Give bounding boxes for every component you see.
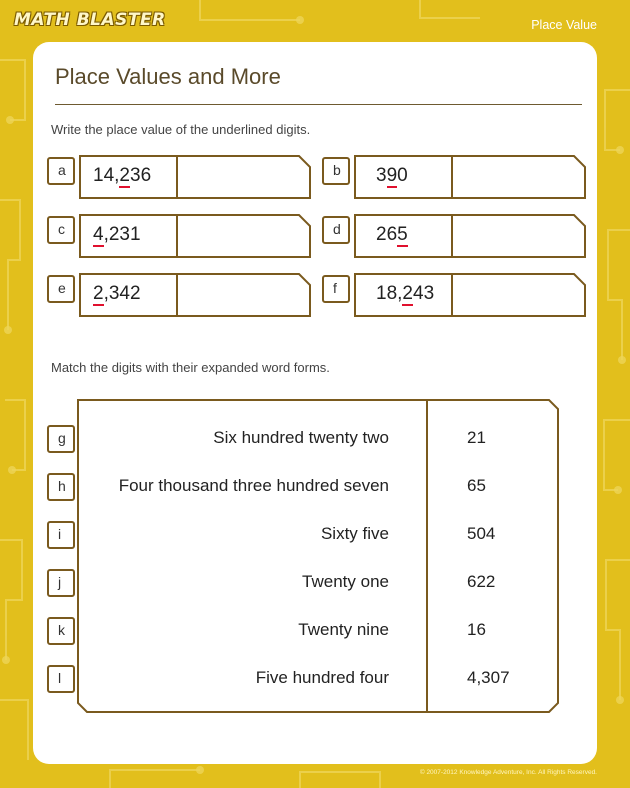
- answer-field-f[interactable]: [454, 275, 572, 315]
- match-number: 16: [467, 620, 486, 639]
- answer-field-a[interactable]: [179, 157, 297, 197]
- match-words-k: Twenty nine: [298, 620, 389, 639]
- number-e: [93, 283, 141, 305]
- question-label-d: d: [322, 216, 350, 244]
- number-a: [93, 165, 151, 187]
- match-number: 504: [467, 524, 496, 543]
- answer-field-c[interactable]: [179, 216, 297, 256]
- number-part: 0: [397, 165, 408, 186]
- number-b: [376, 165, 408, 187]
- question-box-d: [354, 214, 586, 258]
- copyright-notice: © 2007-2012 Knowledge Adventure, Inc. All Rights Reserved.: [419, 769, 597, 776]
- underlined-digit: 2: [119, 165, 130, 186]
- number-d: [376, 224, 408, 246]
- question-label-e: e: [47, 275, 75, 303]
- question-label-b: b: [322, 157, 350, 185]
- question-label-a: a: [47, 157, 75, 185]
- answer-field-e[interactable]: [179, 275, 297, 315]
- match-words-j: Twenty one: [302, 572, 389, 591]
- match-words-i: Sixty five: [320, 524, 389, 543]
- question-box-c: [79, 214, 311, 258]
- number-part: 18,: [376, 283, 403, 304]
- worksheet-panel: [33, 42, 597, 764]
- match-words-g: Six hundred twenty two: [213, 428, 389, 447]
- match-label-j: j: [47, 569, 75, 597]
- underlined-digit: 2: [93, 283, 104, 304]
- number-part: 3: [376, 165, 387, 186]
- question-label-c: c: [47, 216, 75, 244]
- underlined-digit: 9: [386, 165, 398, 186]
- number-part: ,231: [103, 224, 141, 245]
- match-number: 21: [467, 428, 486, 447]
- number-c: [93, 224, 141, 246]
- match-label-k: k: [47, 617, 75, 645]
- question-box-a: [79, 155, 311, 199]
- answer-field-d[interactable]: [454, 216, 572, 256]
- number-part: 26: [376, 224, 398, 245]
- answer-field-b[interactable]: [454, 157, 572, 197]
- number-part: 14,: [93, 165, 120, 186]
- math-blaster-logo: MATH BLASTER: [14, 10, 166, 30]
- instruction-matching: Match the digits with their expanded word forms.: [51, 360, 330, 375]
- question-label-f: f: [322, 275, 350, 303]
- number-part: 36: [130, 165, 152, 186]
- instruction-place-value: Write the place value of the underlined digits.: [51, 122, 311, 137]
- match-number: 65: [467, 476, 486, 495]
- match-words-h: Four thousand three hundred seven: [118, 476, 389, 495]
- match-words-l: Five hundred four: [255, 668, 389, 687]
- number-part: ,342: [103, 283, 141, 304]
- match-label-l: l: [47, 665, 75, 693]
- question-box-e: [79, 273, 311, 317]
- title-divider: [55, 104, 582, 105]
- match-number: 4,307: [467, 668, 510, 687]
- match-label-h: h: [47, 473, 75, 501]
- underlined-digit: 4: [93, 224, 104, 245]
- underlined-digit: 2: [402, 283, 413, 304]
- page-title: Place Values and More: [55, 64, 281, 89]
- match-label-g: g: [47, 425, 75, 453]
- topic-label: Place Value: [531, 18, 597, 32]
- underlined-digit: 5: [397, 224, 408, 245]
- match-number: 622: [467, 572, 496, 591]
- match-label-i: i: [47, 521, 75, 549]
- number-part: 43: [413, 283, 435, 304]
- question-box-f: [354, 273, 586, 317]
- number-f: [376, 283, 434, 305]
- question-box-b: [354, 155, 586, 199]
